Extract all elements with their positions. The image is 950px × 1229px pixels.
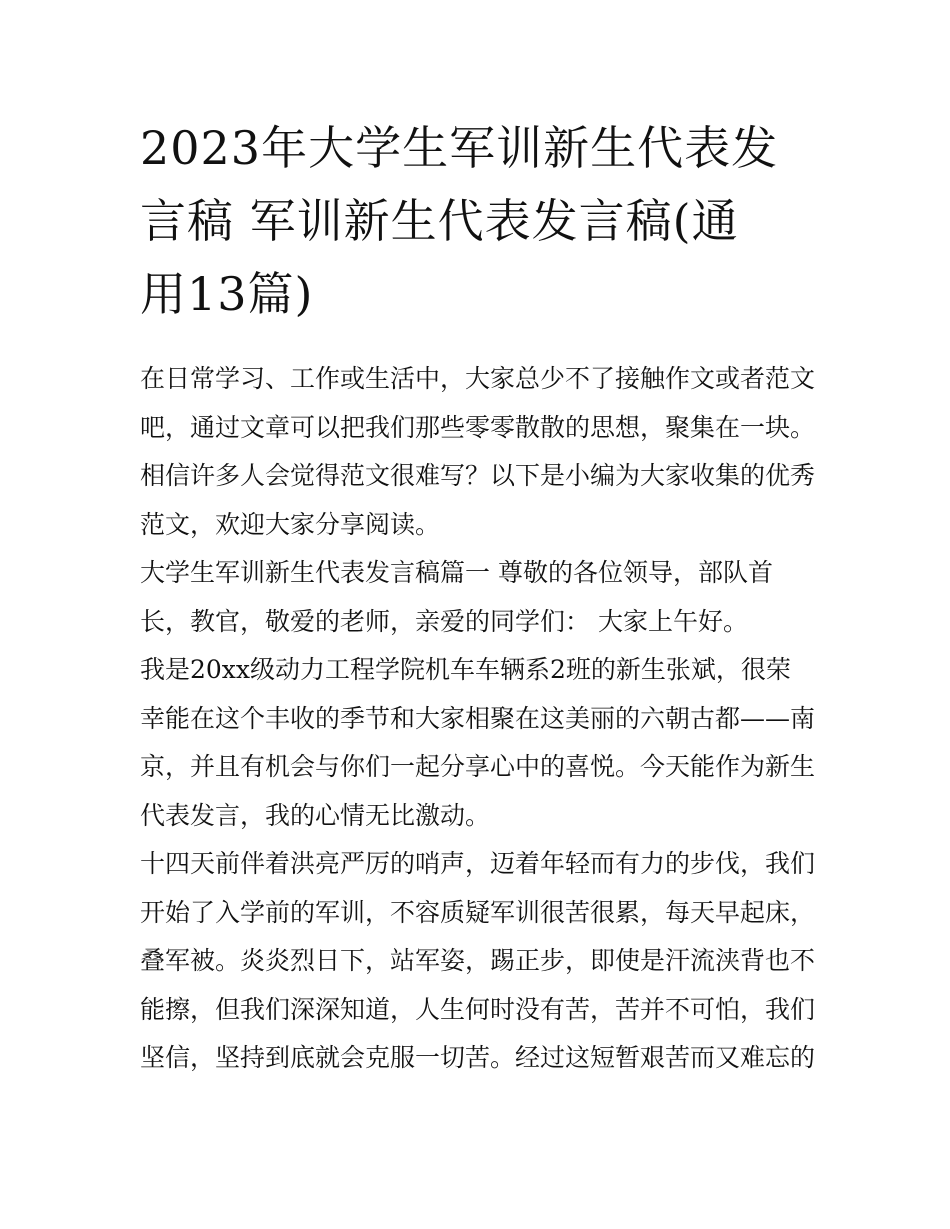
text-line: 大学生军训新生代表发言稿篇一 尊敬的各位领导，部队首 xyxy=(140,558,773,587)
document-title xyxy=(140,112,820,331)
paragraph-intro xyxy=(140,355,830,549)
text-line: 京，并且有机会与你们一起分享心中的喜悦。今天能作为新生 xyxy=(140,752,816,781)
text-line: 开始了入学前的军训，不容质疑军训很苦很累，每天早起床， xyxy=(140,897,816,927)
text-line: 范文，欢迎大家分享阅读。 xyxy=(140,509,441,539)
text-line: 十四天前伴着洪亮严厉的哨声，迈着年轻而有力的步伐，我们 xyxy=(140,849,816,878)
title-line: 用13篇) xyxy=(140,267,314,321)
paragraph-greeting xyxy=(140,549,830,646)
text-line: 能擦，但我们深深知道，人生何时没有苦，苦并不可怕，我们 xyxy=(140,994,816,1024)
text-line: 在日常学习、工作或生活中，大家总少不了接触作文或者范文 xyxy=(140,364,816,393)
text-line: 我是20xx级动力工程学院机车车辆系2班的新生张斌，很荣 xyxy=(140,655,791,684)
title-line: 2023年大学生军训新生代表发 xyxy=(140,121,779,175)
text-line: 叠军被。炎炎烈日下，站军姿，踢正步，即使是汗流浃背也不 xyxy=(140,946,816,975)
text-line: 长，教官，敬爱的老师，亲爱的同学们： 大家上午好。 xyxy=(140,606,748,636)
document-body xyxy=(140,355,830,1083)
text-line: 相信许多人会觉得范文很难写？以下是小编为大家收集的优秀 xyxy=(140,461,816,490)
text-line: 幸能在这个丰收的季节和大家相聚在这美丽的六朝古都——南 xyxy=(140,703,816,733)
paragraph-self-intro xyxy=(140,646,830,840)
text-line: 代表发言，我的心情无比激动。 xyxy=(140,800,491,830)
title-line: 言稿 军训新生代表发言稿(通 xyxy=(140,194,739,248)
text-line: 吧，通过文章可以把我们那些零零散散的思想，聚集在一块。 xyxy=(140,412,816,442)
paragraph-training xyxy=(140,840,830,1083)
text-line: 坚信，坚持到底就会克服一切苦。经过这短暂艰苦而又难忘的 xyxy=(140,1043,816,1072)
